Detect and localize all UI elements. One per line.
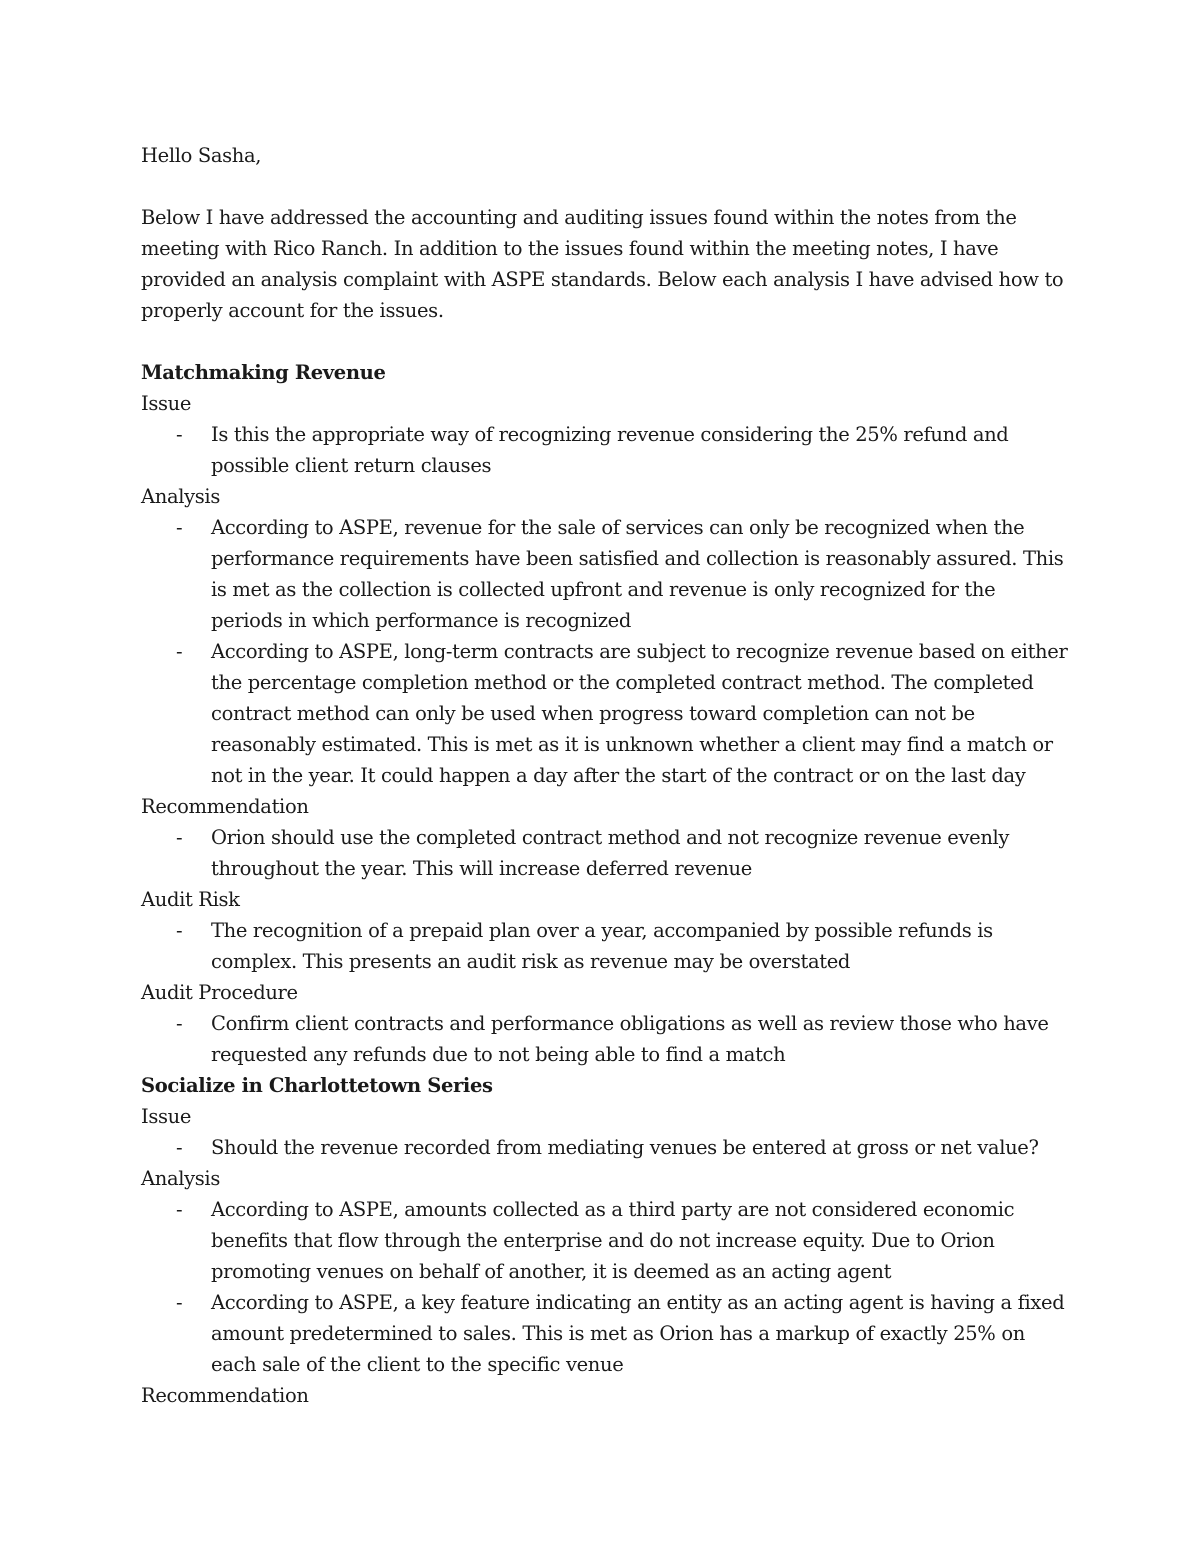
list-item-text: According to ASPE, a key feature indicating an entity as an acting agent is having a fixed amount predetermined to sales. This is met as Orion has a markup of exactly 25% on each sale of the client to the specific venue — [211, 1291, 1065, 1376]
list-item — [141, 822, 1071, 884]
list-item-text: According to ASPE, long-term contracts are subject to recognize revenue based on either the percentage completion method or the completed contract method. The completed contract method can only be used when progress toward completion can not be reasonably estimated. This is met as it is unknown whether a client may find a match or not in the year. It could happen a day after the start of the contract or on the last day — [211, 640, 1068, 787]
recommendation-list — [141, 822, 1071, 884]
list-item-text: The recognition of a prepaid plan over a year, accompanied by possible refunds is complex. This presents an audit risk as revenue may be overstated — [211, 919, 993, 973]
audit-procedure-label: Audit Procedure — [141, 981, 298, 1004]
audit-procedure-list — [141, 1008, 1071, 1070]
list-item — [141, 1287, 1071, 1380]
intro-paragraph: Below I have addressed the accounting and auditing issues found within the notes from the meeting with Rico Ranch. In addition to the issues found within the meeting notes, I have provided an analysis complaint with ASPE standards. Below each analysis I have advised how to properly account for the issues. — [141, 206, 1064, 322]
analysis-list — [141, 512, 1071, 791]
audit-risk-label: Audit Risk — [141, 888, 240, 911]
bullet-dash: - — [176, 919, 183, 942]
list-item-text: Confirm client contracts and performance obligations as well as review those who have requested any refunds due to not being able to find a match — [211, 1012, 1049, 1066]
bullet-dash: - — [176, 1291, 183, 1314]
list-item-text: Should the revenue recorded from mediating venues be entered at gross or net value? — [211, 1136, 1039, 1159]
list-item-text: Is this the appropriate way of recognizing revenue considering the 25% refund and possible client return clauses — [211, 423, 1009, 477]
recommendation-label: Recommendation — [141, 795, 309, 818]
list-item-text: According to ASPE, amounts collected as a third party are not considered economic benefits that flow through the enterprise and do not increase equity. Due to Orion promoting venues on behalf of another, it is deemed as an acting agent — [211, 1198, 1015, 1283]
section-title: Matchmaking Revenue — [141, 361, 386, 384]
document-page — [141, 140, 1071, 1411]
list-item — [141, 915, 1071, 977]
bullet-dash: - — [176, 640, 183, 663]
section-socialize-charlottetown — [141, 1070, 1071, 1411]
analysis-label: Analysis — [141, 485, 220, 508]
issue-list — [141, 419, 1071, 481]
bullet-dash: - — [176, 1136, 183, 1159]
list-item-text: Orion should use the completed contract method and not recognize revenue evenly throughout the year. This will increase deferred revenue — [211, 826, 1010, 880]
analysis-label: Analysis — [141, 1167, 220, 1190]
bullet-dash: - — [176, 516, 183, 539]
section-title: Socialize in Charlottetown Series — [141, 1074, 493, 1097]
list-item — [141, 419, 1071, 481]
bullet-dash: - — [176, 1198, 183, 1221]
list-item — [141, 1132, 1071, 1163]
recommendation-label: Recommendation — [141, 1384, 309, 1407]
bullet-dash: - — [176, 826, 183, 849]
section-matchmaking-revenue — [141, 357, 1071, 1070]
list-item — [141, 636, 1071, 791]
list-item — [141, 1194, 1071, 1287]
analysis-list — [141, 1194, 1071, 1380]
issue-list — [141, 1132, 1071, 1163]
issue-label: Issue — [141, 392, 192, 415]
audit-risk-list — [141, 915, 1071, 977]
list-item-text: According to ASPE, revenue for the sale of services can only be recognized when the performance requirements have been satisfied and collection is reasonably assured. This is met as the collection is collected upfront and revenue is only recognized for the periods in which performance is recognized — [211, 516, 1064, 632]
bullet-dash: - — [176, 423, 183, 446]
list-item — [141, 512, 1071, 636]
list-item — [141, 1008, 1071, 1070]
issue-label: Issue — [141, 1105, 192, 1128]
bullet-dash: - — [176, 1012, 183, 1035]
greeting: Hello Sasha, — [141, 144, 262, 167]
